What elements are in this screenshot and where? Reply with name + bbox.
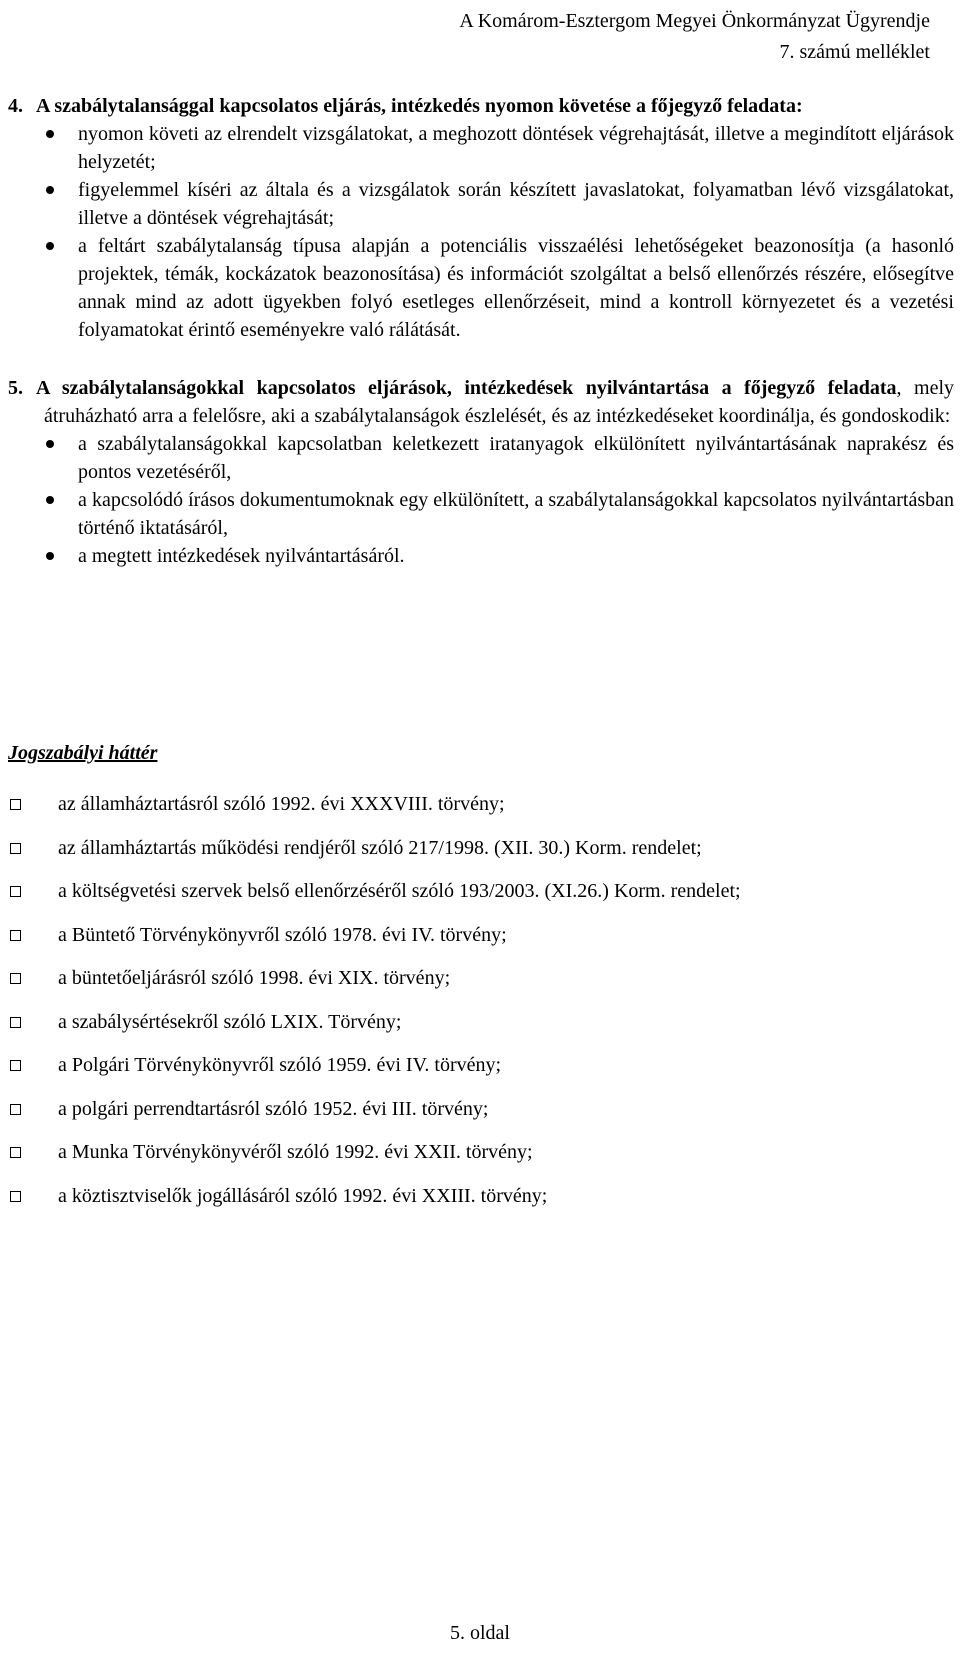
legal-item bbox=[8, 1051, 741, 1095]
checkbox-bullet-icon bbox=[10, 1147, 21, 1158]
list-item-text: a szabálytalanságokkal kapcsolatban keletkezett iratanyagok elkülönített nyilvántartásának naprakész és pontos vezetéséről, bbox=[78, 433, 954, 483]
section-5-title: A szabálytalanságokkal kapcsolatos eljárások, intézkedések nyilvántartása a főjegyző feladata bbox=[36, 377, 897, 399]
legal-background-title: Jogszabályi háttér bbox=[8, 742, 158, 764]
section-4-title: A szabálytalansággal kapcsolatos eljárás, intézkedés nyomon követése a főjegyző feladata: bbox=[36, 95, 803, 117]
list-item bbox=[44, 232, 954, 344]
section-5-number: 5. bbox=[8, 377, 23, 399]
list-item bbox=[44, 486, 954, 542]
bullet-icon bbox=[46, 242, 54, 250]
header-annex: 7. számú melléklet bbox=[779, 41, 930, 63]
section-4-number: 4. bbox=[8, 95, 23, 117]
list-item-text: nyomon követi az elrendelt vizsgálatokat, a meghozott döntések végrehajtását, illetve a megindított eljárások helyzetét; bbox=[78, 123, 954, 173]
bullet-icon bbox=[46, 552, 54, 560]
checkbox-bullet-icon bbox=[10, 1060, 21, 1071]
list-item bbox=[44, 542, 954, 570]
legal-item bbox=[8, 1008, 741, 1052]
legal-item-text: a Polgári Törvénykönyvről szóló 1959. évi IV. törvény; bbox=[58, 1054, 502, 1076]
page-header bbox=[459, 6, 930, 68]
section-5-heading bbox=[8, 374, 954, 430]
legal-item-text: a büntetőeljárásról szóló 1998. évi XIX. törvény; bbox=[58, 967, 451, 989]
section-5-title-rest: , mely átruházható arra a felelősre, aki a szabálytalanságok észlelését, és az intézkedéseket koordinálja, és gondoskodik: bbox=[44, 377, 954, 427]
legal-item-text: az államháztartásról szóló 1992. évi XXXVIII. törvény; bbox=[58, 793, 505, 815]
legal-item bbox=[8, 877, 741, 921]
legal-item bbox=[8, 790, 741, 834]
legal-item bbox=[8, 834, 741, 878]
page-number: 5. oldal bbox=[450, 1622, 510, 1644]
legal-item-text: a költségvetési szervek belső ellenőrzéséről szóló 193/2003. (XI.26.) Korm. rendelet; bbox=[58, 880, 741, 902]
legal-item bbox=[8, 1095, 741, 1139]
checkbox-bullet-icon bbox=[10, 1104, 21, 1115]
list-item-text: a kapcsolódó írásos dokumentumoknak egy elkülönített, a szabálytalanságokkal kapcsolatos nyilvántartásban történő iktatásáról, bbox=[78, 489, 954, 539]
checkbox-bullet-icon bbox=[10, 886, 21, 897]
list-item bbox=[44, 430, 954, 486]
legal-list bbox=[8, 790, 741, 1225]
document-body bbox=[8, 92, 954, 570]
legal-item bbox=[8, 921, 741, 965]
list-item-text: figyelemmel kíséri az általa és a vizsgálatok során készített javaslatokat, folyamatban lévő vizsgálatokat, illetve a döntések végrehajtását; bbox=[78, 179, 954, 229]
legal-item-text: a köztisztviselők jogállásáról szóló 1992. évi XXIII. törvény; bbox=[58, 1184, 548, 1207]
header-title: A Komárom-Esztergom Megyei Önkormányzat Ügyrendje bbox=[459, 10, 930, 32]
legal-item bbox=[8, 1138, 741, 1182]
legal-item-text: a polgári perrendtartásról szóló 1952. évi III. törvény; bbox=[58, 1097, 489, 1120]
legal-item-text: a szabálysértésekről szóló LXIX. Törvény; bbox=[58, 1010, 402, 1033]
checkbox-bullet-icon bbox=[10, 1017, 21, 1028]
bullet-icon bbox=[46, 130, 54, 138]
bullet-icon bbox=[46, 440, 54, 448]
legal-item-text: az államháztartás működési rendjéről szóló 217/1998. (XII. 30.) Korm. rendelet; bbox=[58, 836, 702, 859]
section-4-bullets bbox=[44, 120, 954, 344]
bullet-icon bbox=[46, 186, 54, 194]
checkbox-bullet-icon bbox=[10, 1191, 21, 1202]
checkbox-bullet-icon bbox=[10, 843, 21, 854]
checkbox-bullet-icon bbox=[10, 973, 21, 984]
checkbox-bullet-icon bbox=[10, 930, 21, 941]
section-4-heading bbox=[8, 92, 954, 120]
legal-item bbox=[8, 1182, 741, 1226]
list-item bbox=[44, 120, 954, 176]
list-item-text: a megtett intézkedések nyilvántartásáról. bbox=[78, 545, 405, 567]
legal-item-text: a Büntető Törvénykönyvről szóló 1978. évi IV. törvény; bbox=[58, 923, 507, 946]
list-item-text: a feltárt szabálytalanság típusa alapján a potenciális visszaélési lehetőségeket beazonosítja (a hasonló projektek, témák, kockázatok beazonosítása) és információt szolgáltat a belső ellenőrzés részére, elősegítve annak mind az adott ügyekben folyó esetleges ellenőrzéseit, mind a kontroll környezetet és a vezetési folyamatokat érintő eseményekre való rálátását. bbox=[78, 235, 954, 341]
list-item bbox=[44, 176, 954, 232]
legal-item bbox=[8, 964, 741, 1008]
bullet-icon bbox=[46, 496, 54, 504]
checkbox-bullet-icon bbox=[10, 799, 21, 810]
section-5-bullets bbox=[44, 430, 954, 570]
legal-item-text: a Munka Törvénykönyvéről szóló 1992. évi XXII. törvény; bbox=[58, 1141, 533, 1163]
